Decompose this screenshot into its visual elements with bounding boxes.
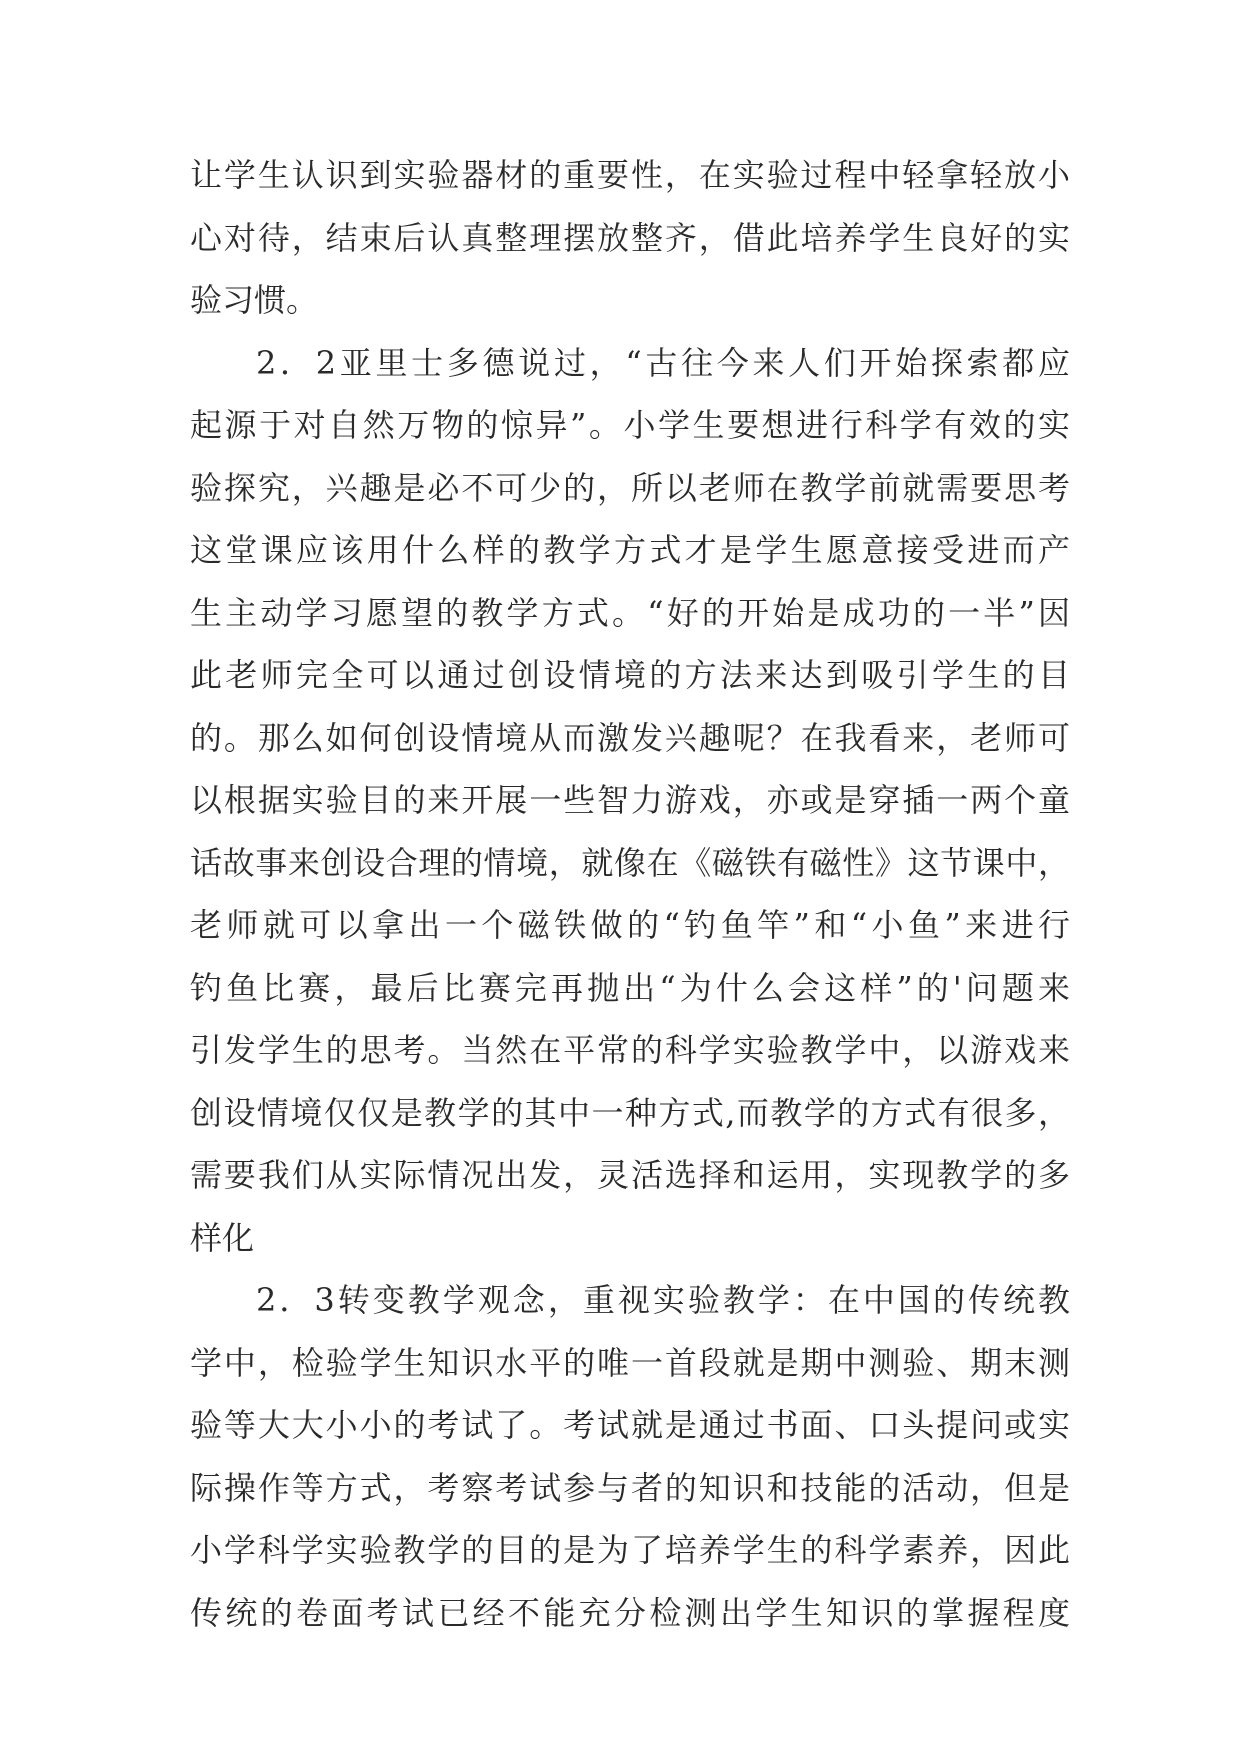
text-line: 需要我们从实际情况出发，灵活选择和运用，实现教学的多 bbox=[190, 1156, 1070, 1194]
text-line: 心对待，结束后认真整理摆放整齐，借此培养学生良好的实 bbox=[190, 218, 1070, 257]
text-line: 样化 bbox=[190, 1218, 255, 1257]
text-line: 学中，检验学生知识水平的唯一首段就是期中测验、期末测 bbox=[190, 1343, 1070, 1382]
text-line: 验习惯。 bbox=[190, 281, 319, 319]
text-line: 验探究，兴趣是必不可少的，所以老师在教学前就需要思考 bbox=[190, 468, 1070, 507]
text-line: 际操作等方式，考察考试参与者的知识和技能的活动，但是 bbox=[190, 1468, 1070, 1507]
text-line: 以根据实验目的来开展一些智力游戏，亦或是穿插一两个童 bbox=[190, 781, 1070, 819]
text-line: 起源于对自然万物的惊异”。小学生要想进行科学有效的实 bbox=[190, 406, 1070, 444]
text-line: 钓鱼比赛，最后比赛完再抛出“为什么会这样”的'问题来 bbox=[190, 968, 1070, 1007]
text-line: 生主动学习愿望的教学方式。“好的开始是成功的一半”因 bbox=[190, 593, 1070, 632]
body-text bbox=[190, 144, 1070, 1644]
text-line: 老师就可以拿出一个磁铁做的“钓鱼竿”和“小鱼”来进行 bbox=[190, 906, 1070, 944]
text-line: 小学科学实验教学的目的是为了培养学生的科学素养，因此 bbox=[190, 1531, 1070, 1569]
text-line: 创设情境仅仅是教学的其中一种方式,而教学的方式有很多， bbox=[190, 1093, 1070, 1132]
text-line: 传统的卷面考试已经不能充分检测出学生知识的掌握程度 bbox=[190, 1593, 1070, 1632]
text-line: 此老师完全可以通过创设情境的方法来达到吸引学生的目 bbox=[190, 656, 1070, 694]
paragraph-first-line: 2．2亚里士多德说过，“古往今来人们开始探索都应 bbox=[256, 343, 1070, 382]
text-line: 让学生认识到实验器材的重要性，在实验过程中轻拿轻放小 bbox=[190, 156, 1070, 194]
paragraph-first-line: 2．3转变教学观念，重视实验教学：在中国的传统教 bbox=[256, 1281, 1070, 1319]
text-line: 的。那么如何创设情境从而激发兴趣呢？在我看来，老师可 bbox=[190, 718, 1070, 757]
text-line: 话故事来创设合理的情境，就像在《磁铁有磁性》这节课中， bbox=[190, 843, 1070, 882]
text-line: 这堂课应该用什么样的教学方式才是学生愿意接受进而产 bbox=[190, 531, 1070, 569]
text-line: 验等大大小小的考试了。考试就是通过书面、口头提问或实 bbox=[190, 1406, 1070, 1444]
text-line: 引发学生的思考。当然在平常的科学实验教学中，以游戏来 bbox=[190, 1031, 1070, 1069]
